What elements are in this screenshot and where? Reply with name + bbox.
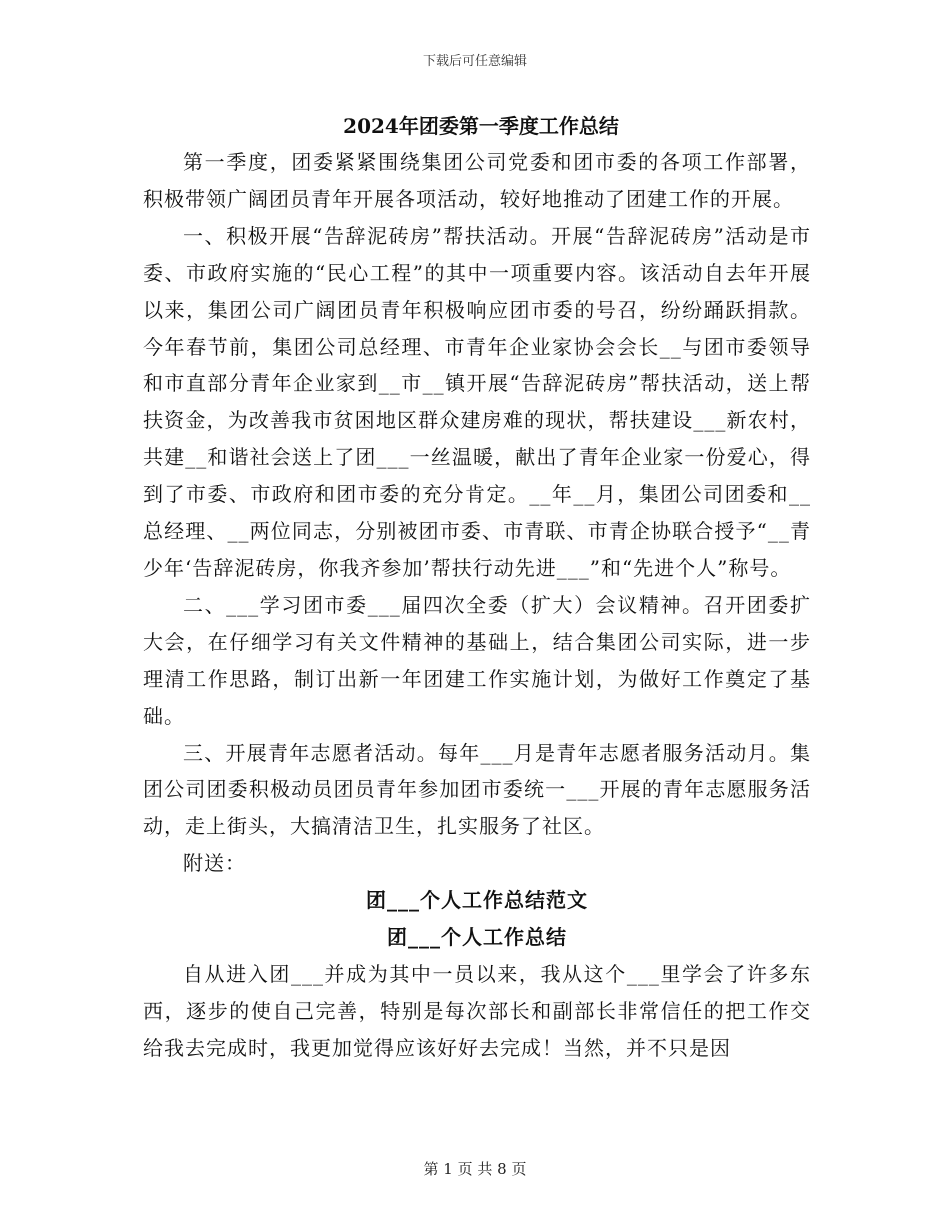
header-note: 下载后可任意编辑 [422, 54, 527, 69]
document-title: 2024年团委第一季度工作总结 [343, 114, 619, 138]
appendix-label: 附送： [183, 851, 246, 876]
page-footer: 第 1 页 共 8 页 [423, 1160, 527, 1178]
section-three-paragraph: 三、开展青年志愿者活动。每年___月是青年志愿者服务活动月。集团公司团委积极动员团员青年参加团市委统一___开展的青年志愿服务活动，走上街头，大搞清洁卫生，扎实服务了社区。 [143, 740, 811, 839]
appendix-title: 团___个人工作总结范文 [366, 888, 588, 913]
intro-paragraph: 第一季度，团委紧紧围绕集团公司党委和团市委的各项工作部署，积极带领广阔团员青年开展各项活动，较好地推动了团建工作的开展。 [143, 150, 811, 211]
document-body [143, 108, 811, 1067]
section-one-paragraph: 一、积极开展“告辞泥砖房”帮扶活动。开展“告辞泥砖房”活动是市委、市政府实施的“民心工程”的其中一项重要内容。该活动自去年开展以来，集团公司广阔团员青年积极响应团市委的号召，纷纷踊跃捐款。今年春节前，集团公司总经理、市青年企业家协会会长__与团市委领导和市直部分青年企业家到__市__镇开展“告辞泥砖房”帮扶活动，送上帮扶资金，为改善我市贫困地区群众建房难的现状，帮扶建设___新农村，共建__和谐社会送上了团___一丝温暖，献出了青年企业家一份爱心，得到了市委、市政府和团市委的充分肯定。__年__月，集团公司团委和__总经理、__两位同志，分别被团市委、市青联、市青企协联合授予“__青少年‘告辞泥砖房，你我齐参加’帮扶行动先进___”和“先进个人”称号。 [143, 223, 811, 580]
appendix-subtitle: 团___个人工作总结 [387, 925, 567, 950]
appendix-paragraph: 自从进入团___并成为其中一员以来，我从这个___里学会了许多东西，逐步的使自己完善，特别是每次部长和副部长非常信任的把工作交给我去完成时，我更加觉得应该好好去完成！当然，并不只是因 [143, 961, 811, 1060]
section-two-paragraph: 二、___学习团市委___届四次全委（扩大）会议精神。召开团委扩大会，在仔细学习有关文件精神的基础上，结合集团公司实际，进一步理清工作思路，制订出新一年团建工作实施计划，为做好工作奠定了基础。 [143, 592, 811, 728]
